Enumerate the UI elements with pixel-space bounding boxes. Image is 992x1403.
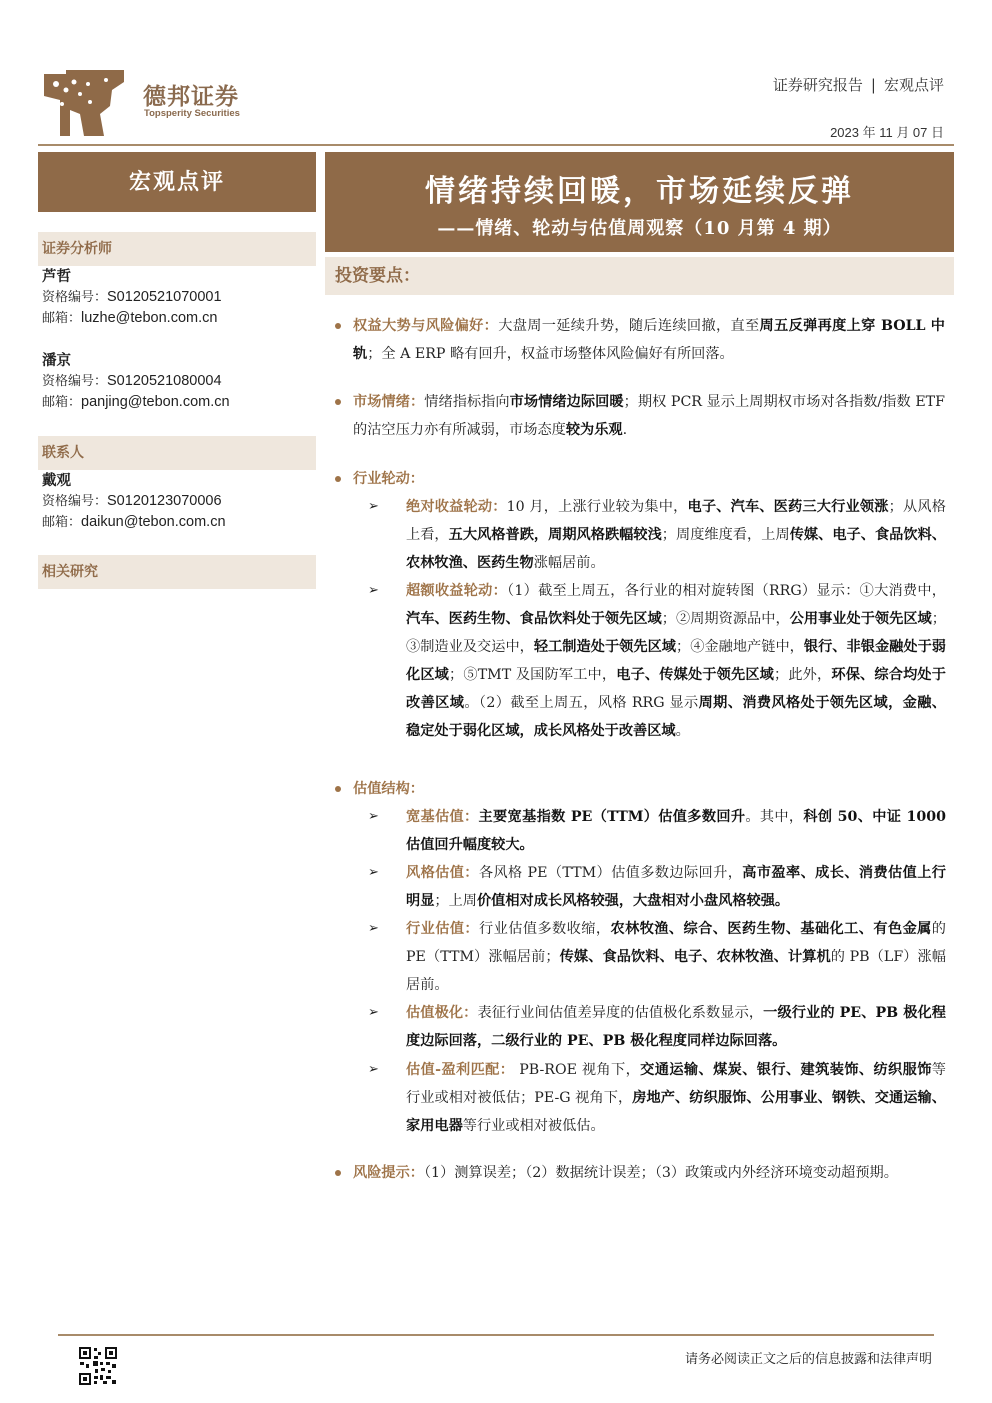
sub-emphasis: 一级行业的 PE、PB 极化程度边际回落，二级行业的 PE、PB 极化程度同样边际回落。 — [406, 1005, 946, 1049]
sub-text: （1）截至上周五，各行业的相对旋转图（RRG）显示：①大消费中， — [507, 583, 946, 599]
sub-bullet-industry-valuation — [406, 915, 946, 999]
bullet-equity-risk — [353, 312, 945, 368]
sub-bullet-style — [406, 859, 946, 915]
sub-text: ；②周期资源品中， — [661, 611, 790, 627]
bullet-heading: 行业轮动： — [353, 471, 424, 487]
sub-bullet-polarization — [406, 999, 946, 1055]
bullet-heading: 权益大势与风险偏好： — [353, 318, 499, 334]
sub-heading: 宽基估值： — [406, 809, 479, 825]
sub-heading: 估值极化： — [406, 1005, 478, 1021]
sub-text: ；⑤TMT 及国防军工中， — [449, 667, 617, 683]
sub-emphasis: 环保、综合均处于改善区域 — [406, 667, 946, 711]
bullet-text: 大盘周一延续升势，随后连续回撤，直至 — [498, 318, 760, 334]
sub-emphasis: 汽车、医药生物、食品饮料处于领先区域 — [406, 611, 662, 627]
analyst-name: 潘京 — [42, 352, 71, 369]
brand-name-cn: 德邦证券 — [143, 84, 239, 110]
legal-disclaimer-note: 请务必阅读正文之后的信息披露和法律声明 — [684, 1352, 932, 1367]
sub-bullet-broad-index — [406, 803, 946, 859]
cert-label: 资格编号： — [42, 374, 108, 389]
analyst-name: 芦哲 — [42, 268, 71, 285]
sub-text: 的 PE（TTM）涨幅居前； — [406, 921, 946, 965]
sub-emphasis: 电子、传媒处于领先区域 — [616, 667, 774, 683]
report-type-header — [773, 74, 944, 95]
cert-number: S0120521070001 — [107, 289, 222, 305]
sub-text: 10 月，上涨行业较为集中， — [506, 499, 688, 515]
bullet-heading: 市场情绪： — [353, 394, 425, 410]
sub-emphasis: 公用事业处于领先区域 — [789, 611, 932, 627]
sub-heading: 估值-盈利匹配： — [406, 1062, 515, 1078]
email-label: 邮箱： — [42, 515, 82, 530]
bullet-heading: 风险提示： — [353, 1165, 424, 1181]
sub-text: ；④金融地产链中， — [676, 639, 804, 655]
sub-text: ；③制造业及交运中， — [406, 611, 946, 655]
bullet-emphasis: 周五反弹再度上穿 BOLL 中轨 — [353, 318, 945, 362]
arrow-bullet-icon: ➢ — [368, 809, 379, 824]
bullet-dot — [335, 323, 341, 329]
sidebar-banner: 宏观点评 — [38, 152, 316, 212]
report-title: 情绪持续回暖，市场延续反弹 — [425, 174, 854, 209]
company-logo — [44, 70, 124, 138]
email-label: 邮箱： — [42, 311, 82, 326]
sub-text: ；从风格上看， — [406, 499, 946, 543]
sub-text: 。（2）截至上周五，风格 RRG 显示 — [464, 695, 699, 711]
footer-divider — [58, 1334, 934, 1336]
sub-bullet-absolute-return — [406, 493, 946, 577]
contact-card — [42, 470, 226, 533]
bullet-text: 情绪指标指向 — [424, 394, 510, 410]
sub-text: 表征行业间估值差异度的估值极化系数显示， — [477, 1005, 764, 1021]
analyst-heading: 证券分析师 — [38, 232, 316, 266]
arrow-bullet-icon: ➢ — [368, 1005, 379, 1020]
bullet-industry-rotation — [353, 465, 945, 493]
sub-emphasis: 电子、汽车、医药三大行业领涨 — [687, 499, 889, 515]
investment-highlights-heading: 投资要点： — [325, 257, 954, 295]
related-research-heading: 相关研究 — [38, 555, 316, 589]
sub-emphasis: 价值相对成长风格较强，大盘相对小盘风格较强。 — [476, 893, 790, 909]
header-separator: | — [870, 76, 876, 94]
sub-text: 的 PB（LF）涨幅居前。 — [406, 949, 946, 993]
bullet-valuation-structure — [353, 775, 945, 803]
report-subtitle: ——情绪、轮动与估值周观察（10 月第 4 期） — [437, 218, 842, 239]
cert-label: 资格编号： — [42, 494, 108, 509]
bullet-text: . — [622, 422, 628, 438]
sub-emphasis: 农林牧渔、综合、医药生物、基础化工、有色金属 — [610, 921, 932, 937]
email-link[interactable]: daikun@tebon.com.cn — [81, 514, 226, 530]
report-category: 宏观点评 — [883, 76, 944, 94]
cert-number: S0120123070006 — [107, 493, 222, 509]
contact-heading: 联系人 — [38, 436, 316, 470]
sub-heading: 风格估值： — [406, 865, 479, 881]
qr-code-icon — [78, 1346, 118, 1386]
sub-heading: 超额收益轮动： — [406, 583, 508, 599]
sub-emphasis: 房地产、纺织服饰、公用事业、钢铁、交通运输、家用电器 — [406, 1090, 946, 1134]
sub-text: 。其中， — [745, 809, 804, 825]
bullet-dot — [335, 399, 341, 405]
bullet-dot — [335, 476, 341, 482]
sub-emphasis: 高市盈率、成长、消费估值上行明显 — [406, 865, 946, 909]
arrow-bullet-icon: ➢ — [368, 921, 379, 936]
sub-text: 等行业或相对被低估。 — [462, 1118, 605, 1134]
sub-text: 等行业或相对被低估；PE-G 视角下， — [406, 1062, 946, 1106]
report-type: 证券研究报告 — [772, 76, 863, 94]
sub-emphasis: 银行、非银金融处于弱化区域 — [406, 639, 946, 683]
sub-bullet-valuation-earnings — [406, 1056, 946, 1140]
sub-text: ；此外， — [774, 667, 832, 683]
sub-emphasis: 传媒、电子、食品饮料、农林牧渔、医药生物 — [406, 527, 946, 571]
sub-emphasis: 轻工制造处于领先区域 — [533, 639, 676, 655]
email-label: 邮箱： — [42, 395, 82, 410]
report-date: 2023 年 11 月 07 日 — [830, 125, 944, 140]
arrow-bullet-icon: ➢ — [368, 583, 379, 598]
sub-emphasis: 周期、消费风格处于领先区域，金融、稳定处于弱化区域，成长风格处于改善区域 — [406, 695, 946, 739]
brand-name-en: Topsperity Securities — [144, 108, 240, 119]
bullet-market-sentiment — [353, 388, 945, 444]
bullet-emphasis: 较为乐观 — [565, 422, 623, 438]
sub-heading: 绝对收益轮动： — [406, 499, 507, 515]
cert-number: S0120521080004 — [107, 373, 222, 389]
title-banner — [325, 152, 954, 252]
sub-text: 行业估值多数收缩， — [479, 921, 611, 937]
cert-label: 资格编号： — [42, 290, 108, 305]
arrow-bullet-icon: ➢ — [368, 499, 379, 514]
analyst-card — [42, 350, 230, 413]
sub-emphasis: 传媒、食品饮料、电子、农林牧渔、计算机 — [559, 949, 831, 965]
sub-emphasis: 科创 50、中证 1000 估值回升幅度较大。 — [406, 809, 946, 853]
sub-text: 。 — [675, 723, 690, 739]
bullet-risk-warning — [353, 1159, 945, 1187]
bullet-text: ；全 A ERP 略有回升，权益市场整体风险偏好有所回落。 — [367, 346, 734, 362]
sub-emphasis: 主要宽基指数 PE（TTM）估值多数回升 — [478, 809, 746, 825]
bullet-dot — [335, 1170, 341, 1176]
arrow-bullet-icon: ➢ — [368, 1062, 379, 1077]
sub-emphasis: 交通运输、煤炭、银行、建筑装饰、纺织服饰 — [640, 1062, 932, 1078]
sub-heading: 行业估值： — [406, 921, 480, 937]
sub-bullet-excess-return — [406, 577, 946, 745]
email-link[interactable]: panjing@tebon.com.cn — [81, 394, 230, 410]
sub-text: ；上周 — [434, 893, 477, 909]
sub-text: 各风格 PE（TTM）估值多数边际回升， — [478, 865, 743, 881]
arrow-bullet-icon: ➢ — [368, 865, 379, 880]
sub-text: PB-ROE 视角下， — [514, 1062, 641, 1078]
contact-name: 戴观 — [42, 472, 71, 489]
bullet-heading: 估值结构： — [353, 781, 424, 797]
bullet-dot — [335, 786, 341, 792]
bullet-text: ；期权 PCR 显示上周期权市场对各指数/指数 ETF 的沽空压力亦有所减弱，市场态度 — [353, 394, 945, 438]
header-divider — [38, 144, 954, 146]
analyst-card — [42, 266, 222, 329]
sub-emphasis: 五大风格普跌，周期风格跌幅较浅 — [448, 527, 662, 543]
bullet-text: （1）测算误差；（2）数据统计误差；（3）政策或内外经济环境变动超预期。 — [423, 1165, 898, 1181]
sub-text: 涨幅居前。 — [533, 555, 605, 571]
email-link[interactable]: luzhe@tebon.com.cn — [81, 310, 218, 326]
bullet-emphasis: 市场情绪边际回暖 — [509, 394, 624, 410]
sub-text: ；周度维度看，上周 — [661, 527, 790, 543]
